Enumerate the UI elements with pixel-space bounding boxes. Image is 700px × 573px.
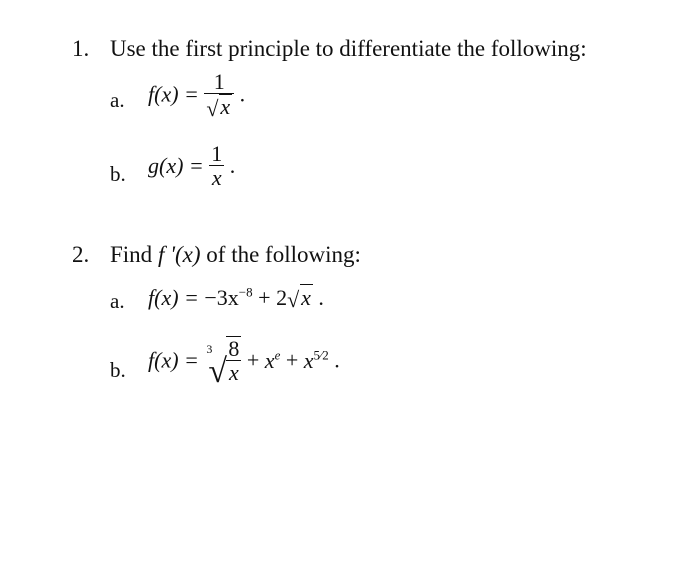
question-2a-term1-exponent: −8: [238, 284, 253, 300]
question-2a-sqrt: [287, 284, 313, 311]
question-2b-plus2: +: [285, 347, 299, 373]
question-1a-lhs: f(x) =: [148, 81, 199, 107]
question-1b-end: .: [229, 153, 236, 179]
question-1-prompt: Use the first principle to differentiate the following:: [110, 36, 587, 61]
question-2b-term3-exp-den: 2: [322, 347, 329, 363]
question-2b-term3: [304, 348, 329, 373]
question-2b-term3-exp-num: 5: [313, 347, 321, 363]
question-1b-numerator: 1: [211, 141, 223, 166]
question-2b-lhs: f(x) =: [148, 347, 199, 373]
question-1b-fraction: [209, 142, 224, 190]
question-2a-radicand: x: [301, 285, 311, 310]
question-2b-plus1: +: [246, 347, 260, 373]
question-2b-expression: [148, 336, 340, 391]
question-1b-lhs: g(x) =: [148, 153, 204, 179]
question-2-number: 2.: [72, 242, 90, 267]
question-2b-term2: [265, 348, 281, 373]
question-1b-denominator: x: [209, 165, 224, 190]
question-2a-end: .: [318, 285, 324, 310]
question-2a-term1: −3x: [204, 285, 239, 310]
question-2b-term2-exponent: e: [274, 347, 281, 363]
question-1a-end: .: [239, 81, 246, 107]
radical-sign-icon: √: [287, 287, 300, 312]
question-2b-term2-base: x: [264, 347, 275, 373]
question-1a-expression: [148, 69, 246, 122]
question-2-prompt-post: of the following:: [206, 242, 361, 267]
question-2a-expression: [148, 284, 324, 311]
radical-sign-icon: √: [206, 96, 219, 122]
question-2a-plus: +: [258, 285, 271, 310]
question-2a-coef: 2: [276, 285, 288, 310]
question-2b-term3-base: x: [303, 347, 314, 373]
question-1-number: 1.: [72, 36, 90, 61]
question-2b-term3-exponent: 5⁄2: [313, 347, 329, 363]
question-1a-radicand: x: [220, 94, 231, 120]
question-2b-cube-root: [204, 336, 241, 391]
question-1a-numerator: 1: [213, 69, 225, 94]
question-2b-root-index: 3: [206, 342, 213, 356]
question-2-prompt: [110, 242, 361, 268]
question-2b-radicand-fraction: [226, 337, 241, 385]
radical-sign-icon: √: [208, 353, 228, 391]
question-2b-radicand: [226, 336, 241, 385]
question-1a-sqrt: [206, 94, 232, 122]
question-1b-label: b.: [110, 162, 126, 186]
question-1a-label: a.: [110, 88, 125, 112]
question-2-prompt-pre: Find: [110, 242, 153, 267]
question-2b-label: b.: [110, 358, 126, 382]
question-2-prompt-func: f '(x): [157, 242, 201, 267]
question-2b-rad-denominator: x: [226, 360, 241, 385]
question-1a-fraction: [204, 69, 234, 122]
question-1b-expression: [148, 142, 235, 190]
question-2a-lhs: f(x) =: [148, 285, 199, 310]
question-1a-denominator: [204, 93, 234, 122]
question-2a-label: a.: [110, 289, 125, 313]
question-2b-rad-numerator: 8: [228, 336, 240, 361]
question-2b-end: .: [334, 347, 340, 373]
